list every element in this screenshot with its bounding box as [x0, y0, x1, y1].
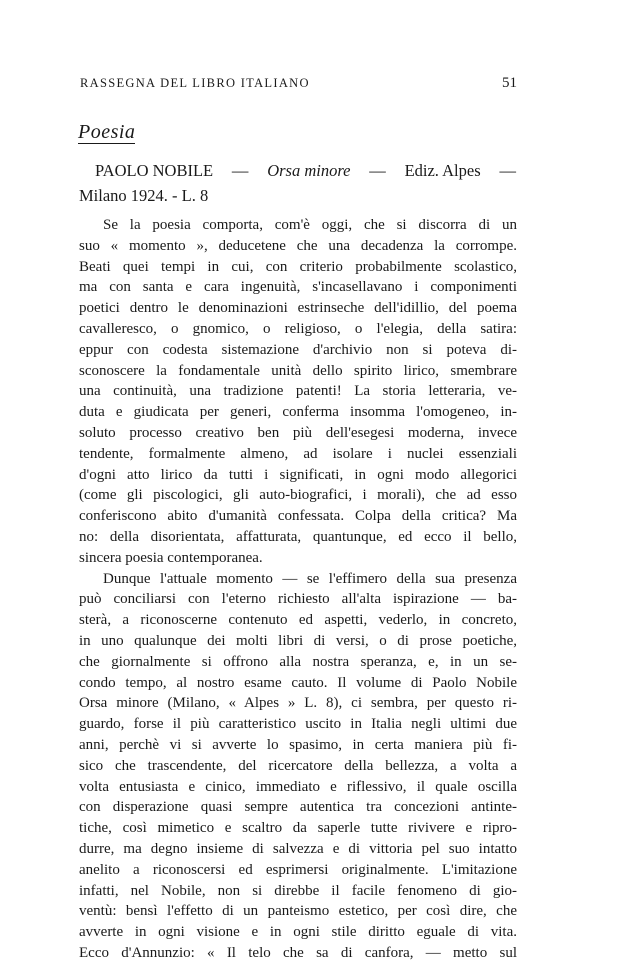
text-line: poetici dentro le denominazioni estrinseche dell'idillio, del poema [79, 300, 517, 317]
text-line: in uno qualunque dei molti libri di versi, o di prose poetiche, [79, 632, 517, 649]
text-line: tendente, formalmente almeno, ad isolare i nuclei essenziali [79, 445, 517, 462]
text-line: anelito a riconoscersi ed esprimersi originalmente. L'imitazione [79, 861, 517, 878]
text-line: (come gli piscologici, gli auto-biografici, i morali), che ad esso [79, 487, 517, 504]
book-publisher: Ediz. Alpes [404, 161, 481, 180]
section-title: Poesia [78, 121, 136, 143]
text-line: condo tempo, al nostro esame cauto. Il volume di Paolo Nobile [79, 674, 517, 691]
text-line: Se la poesia comporta, com'è oggi, che si discorra di un [103, 217, 517, 233]
text-line: Ecco d'Annunzio: « Il telo che sa di canfora, — metto sul [79, 944, 517, 961]
page-number: 51 [502, 75, 517, 91]
book-place-price: Milano 1924. - L. 8 [79, 186, 209, 205]
text-line: soluto processo creativo ben più dell'esegesi moderna, invece [79, 424, 517, 441]
text-line: ventù: bensì l'effetto di un panteismo estetico, per così dire, che [79, 903, 517, 920]
text-line: volta entusiasta e cinico, immediato e riflessivo, il quale oscilla [79, 778, 517, 795]
text-line: d'ogni atto lirico da tutti i significati, in ogni modo allegorici [79, 466, 517, 483]
text-line: duta e giudicata per generi, conferma insomma l'omogeneo, in- [79, 404, 517, 421]
text-line: sincera poesia contemporanea. [79, 549, 263, 566]
text-line: Beati quei tempi in cui, con criterio probabilmente scolastico, [79, 258, 517, 275]
review-body [79, 215, 517, 964]
text-line: conferiscono abito d'umanità confessata. Colpa della critica? Ma [79, 508, 517, 525]
journal-title: RASSEGNA DEL LIBRO ITALIANO [80, 76, 310, 90]
text-line: tiche, così mimetico e scaltro da saperle tutte rivivere e ripro- [79, 820, 517, 837]
text-line: infatti, nel Nobile, non si direbbe il facile fenomeno di gio- [79, 882, 517, 899]
paragraph [79, 569, 517, 964]
running-header [80, 75, 517, 92]
text-line: avverte in ogni visione e in ogni stile diritto eguale di vita. [79, 924, 517, 941]
heading-dash: — [499, 161, 516, 180]
heading-dash: — [231, 161, 249, 180]
text-line: eppur con codesta sistemazione d'archivio non si poteva di- [79, 341, 517, 358]
text-line: che giornalmente si offrono alla nostra speranza, e, in un se- [79, 653, 517, 670]
text-line: sico che trascendente, del ricercatore della bellezza, a volta a [79, 757, 517, 774]
text-line: no: della disorientata, affatturata, quantunque, ed ecco il bello, [79, 528, 517, 545]
text-line: una continuità, una tradizione patenti! La storia letteraria, ve- [79, 383, 517, 400]
text-line: suo « momento », deducetene che una decadenza la corrompe. [79, 237, 517, 254]
text-line: Orsa minore (Milano, « Alpes » L. 8), ci sembra, per questo ri- [79, 695, 517, 712]
text-line: durre, ma degno insieme di salvezza e di vittoria pel suo intatto [79, 840, 517, 857]
text-line: cavalleresco, o gnomico, o religioso, o l'elegia, della satira: [79, 320, 517, 337]
text-line: può conciliarsi con l'eterno richiesto all'alta ispirazione — ba- [79, 591, 517, 608]
text-line: ma con santa e cara ingenuità, s'incasellavano i componimenti [79, 279, 517, 296]
heading-dash: — [369, 161, 386, 180]
book-heading [79, 158, 516, 208]
book-author: PAOLO NOBILE [95, 161, 214, 180]
text-line: anni, perchè vi si avverte lo spasimo, in certa maniera più fi- [79, 736, 517, 753]
book-title: Orsa minore [267, 161, 351, 180]
text-line: sterà, a riconoscerne contenuto ed aspetti, vederlo, in concreto, [79, 612, 517, 629]
text-line: Dunque l'attuale momento — se l'effimero della sua presenza [103, 570, 517, 587]
paragraph [79, 215, 517, 569]
text-line: sconoscere la fondamentale unità dello spirito lirico, smembrare [79, 362, 517, 379]
text-line: guardo, forse il più caratteristico uscito in Italia negli ultimi due [79, 716, 517, 733]
text-line: con disperazione quasi sempre autentica tra concezioni antinte- [79, 799, 517, 816]
